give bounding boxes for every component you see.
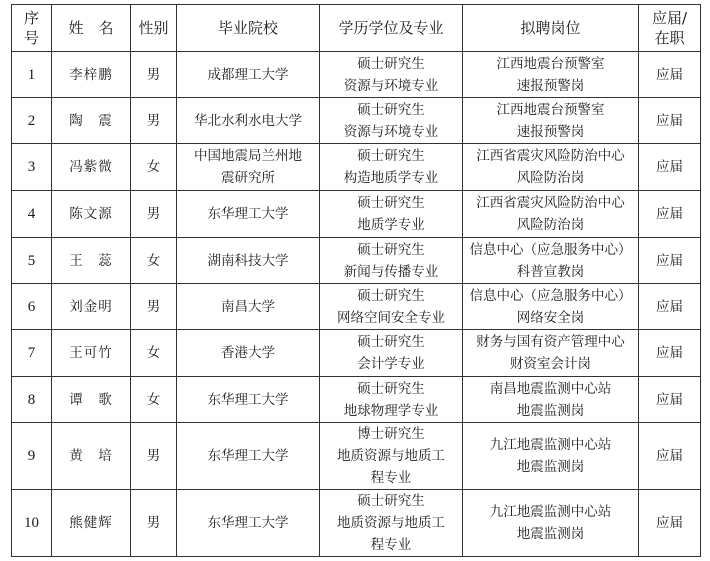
cell-position: 江西省震灾风险防治中心 风险防治岗 [463,191,639,238]
table-row [12,490,701,557]
cell-status: 应届 [639,490,701,557]
cell-school: 东华理工大学 [177,490,320,557]
cell-name: 陶 震 [52,98,131,144]
cell-name: 刘金明 [52,284,131,330]
cell-status: 应届 [639,377,701,423]
recruitment-table [11,4,701,557]
cell-position: 财务与国有资产管理中心 财资室会计岗 [463,330,639,377]
cell-gender: 女 [131,330,177,377]
cell-degree: 硕士研究生 地质资源与地质工 程专业 [320,490,463,557]
cell-degree: 硕士研究生 网络空间安全专业 [320,284,463,330]
header-position: 拟聘岗位 [463,5,639,52]
cell-position: 九江地震监测中心站 地震监测岗 [463,490,639,557]
cell-school: 湖南科技大学 [177,238,320,284]
page-wrapper [11,4,701,557]
cell-school: 南昌大学 [177,284,320,330]
cell-name: 王 蕊 [52,238,131,284]
table-row [12,191,701,238]
cell-degree: 硕士研究生 会计学专业 [320,330,463,377]
cell-degree: 硕士研究生 地球物理学专业 [320,377,463,423]
cell-position: 信息中心（应急服务中心） 科普宣教岗 [463,238,639,284]
header-index: 序 号 [12,5,52,52]
cell-status: 应届 [639,423,701,490]
cell-name: 谭 歌 [52,377,131,423]
cell-name: 陈文源 [52,191,131,238]
table-row [12,330,701,377]
header-row [12,5,701,52]
table-row [12,52,701,98]
cell-position: 江西省震灾风险防治中心 风险防治岗 [463,144,639,191]
cell-status: 应届 [639,98,701,144]
cell-position: 江西地震台预警室 速报预警岗 [463,98,639,144]
cell-gender: 男 [131,284,177,330]
cell-degree: 博士研究生 地质资源与地质工 程专业 [320,423,463,490]
cell-degree: 硕士研究生 地质学专业 [320,191,463,238]
cell-school: 香港大学 [177,330,320,377]
cell-degree: 硕士研究生 新闻与传播专业 [320,238,463,284]
cell-gender: 女 [131,377,177,423]
cell-school: 中国地震局兰州地 震研究所 [177,144,320,191]
cell-name: 李梓鹏 [52,52,131,98]
cell-school: 成都理工大学 [177,52,320,98]
header-name: 姓 名 [52,5,131,52]
cell-position: 江西地震台预警室 速报预警岗 [463,52,639,98]
cell-status: 应届 [639,144,701,191]
table-row [12,144,701,191]
table-row [12,284,701,330]
cell-index: 7 [12,330,52,377]
cell-degree: 硕士研究生 资源与环境专业 [320,98,463,144]
header-status: 应届/ 在职 [639,5,701,52]
cell-degree: 硕士研究生 资源与环境专业 [320,52,463,98]
table-row [12,377,701,423]
cell-gender: 男 [131,490,177,557]
cell-gender: 女 [131,144,177,191]
cell-school: 东华理工大学 [177,423,320,490]
table-body [12,52,701,557]
cell-status: 应届 [639,284,701,330]
table-row [12,423,701,490]
cell-degree: 硕士研究生 构造地质学专业 [320,144,463,191]
cell-index: 3 [12,144,52,191]
cell-index: 5 [12,238,52,284]
cell-school: 华北水利水电大学 [177,98,320,144]
header-school: 毕业院校 [177,5,320,52]
cell-gender: 男 [131,98,177,144]
cell-position: 信息中心（应急服务中心） 网络安全岗 [463,284,639,330]
cell-name: 王可竹 [52,330,131,377]
cell-name: 冯紫微 [52,144,131,191]
cell-name: 熊健辉 [52,490,131,557]
cell-position: 九江地震监测中心站 地震监测岗 [463,423,639,490]
cell-index: 2 [12,98,52,144]
cell-gender: 男 [131,52,177,98]
cell-index: 4 [12,191,52,238]
header-degree: 学历学位及专业 [320,5,463,52]
table-row [12,98,701,144]
cell-school: 东华理工大学 [177,191,320,238]
cell-index: 10 [12,490,52,557]
cell-index: 1 [12,52,52,98]
cell-gender: 男 [131,423,177,490]
cell-status: 应届 [639,52,701,98]
cell-gender: 男 [131,191,177,238]
cell-gender: 女 [131,238,177,284]
cell-status: 应届 [639,330,701,377]
cell-name: 黄 培 [52,423,131,490]
cell-index: 8 [12,377,52,423]
cell-index: 6 [12,284,52,330]
cell-status: 应届 [639,191,701,238]
cell-school: 东华理工大学 [177,377,320,423]
table-row [12,238,701,284]
cell-index: 9 [12,423,52,490]
header-gender: 性别 [131,5,177,52]
cell-position: 南昌地震监测中心站 地震监测岗 [463,377,639,423]
cell-status: 应届 [639,238,701,284]
